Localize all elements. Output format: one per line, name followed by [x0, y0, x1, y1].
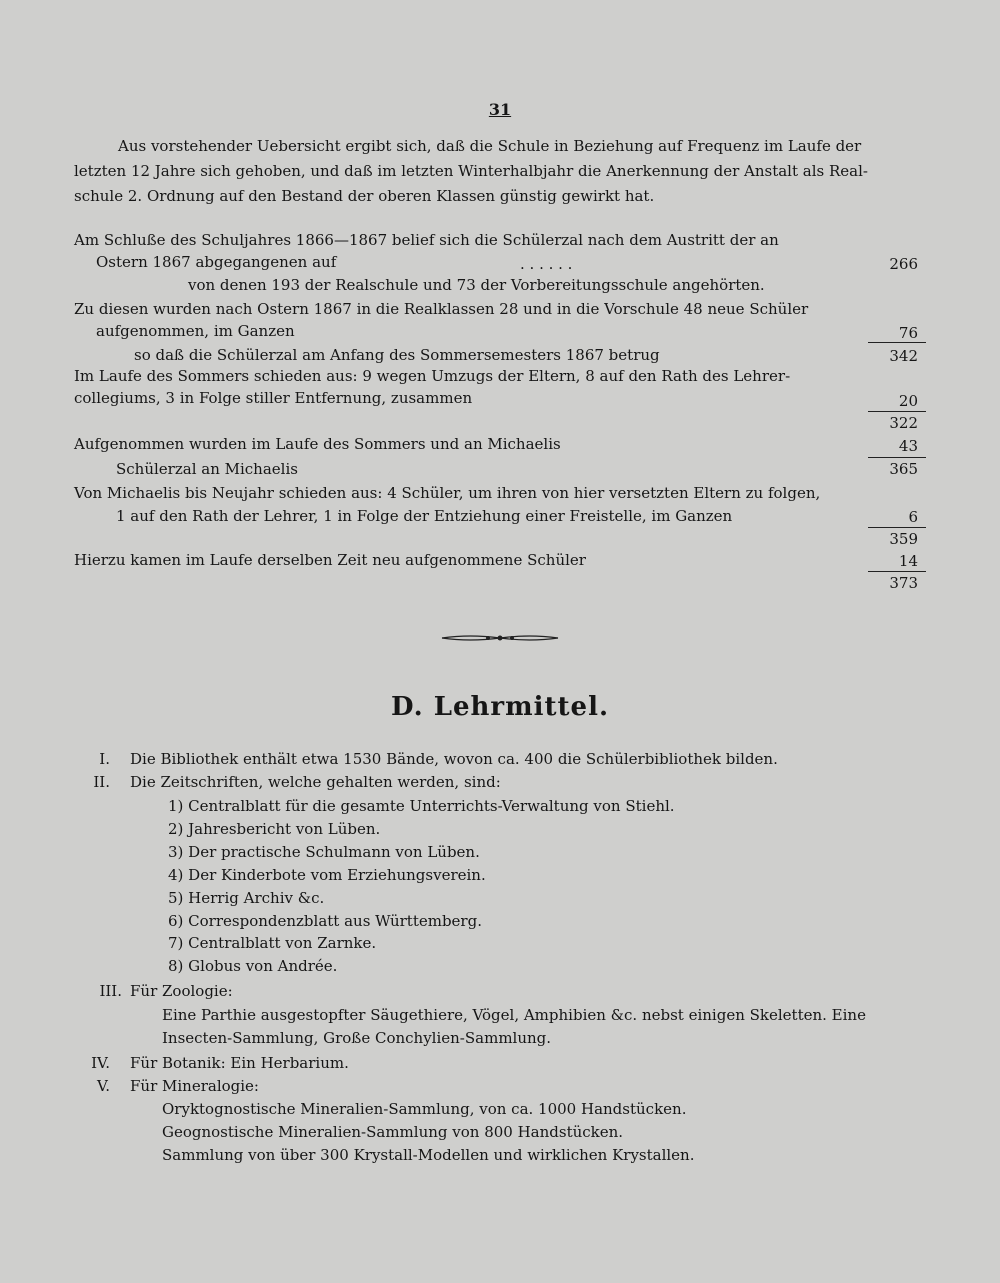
- sum-rule: [868, 457, 926, 458]
- stat-3-value: 342: [889, 347, 918, 365]
- intro-line-3: schule 2. Ordnung auf den Bestand der oberen Klassen günstig gewirkt hat.: [74, 187, 655, 205]
- ornament-divider: [440, 630, 560, 646]
- sum-rule: [868, 342, 926, 343]
- stat-7-value: 6: [908, 508, 918, 526]
- stat-7-total: 359: [889, 530, 918, 548]
- journal-item: 2) Jahresbericht von Lüben.: [168, 820, 381, 838]
- mineralogy-line-1: Oryktognostische Mineralien-Sammlung, von ca. 1000 Handstücken.: [162, 1100, 687, 1118]
- item-library: Die Bibliothek enthält etwa 1530 Bände, wovon ca. 400 die Schülerbibliothek bilden.: [130, 750, 778, 768]
- item-number-4: IV.: [91, 1054, 110, 1072]
- journal-item: 4) Der Kinderbote vom Erziehungsverein.: [168, 866, 486, 884]
- stat-4-total: 322: [889, 414, 918, 432]
- stat-1-line-3: von denen 193 der Realschule und 73 der Vorbereitungsschule angehörten.: [188, 276, 765, 294]
- journal-item: 8) Globus von Andrée.: [168, 957, 338, 975]
- item-number-2: II.: [93, 773, 110, 791]
- stat-3-line-1: so daß die Schülerzal am Anfang des Sommersemesters 1867 betrug: [134, 346, 660, 364]
- stat-2-line-2: aufgenommen, im Ganzen: [96, 322, 295, 340]
- item-number-5: V.: [97, 1077, 110, 1095]
- stat-4-value: 20: [898, 392, 918, 410]
- item-mineralogy-heading: Für Mineralogie:: [130, 1077, 259, 1095]
- journal-item: 5) Herrig Archiv &c.: [168, 889, 325, 907]
- page-number: 31: [488, 100, 512, 119]
- stat-1-dots: . . . . . .: [520, 255, 573, 273]
- stat-2-line-1: Zu diesen wurden nach Ostern 1867 in die Realklassen 28 und in die Vorschule 48 neue Schüler: [74, 300, 809, 318]
- stat-4-line-1: Im Laufe des Sommers schieden aus: 9 wegen Umzugs der Eltern, 8 auf den Rath des Lehrer-: [74, 367, 791, 385]
- journal-item: 7) Centralblatt von Zarnke.: [168, 934, 377, 952]
- journal-item: 1) Centralblatt für die gesamte Unterrichts-Verwaltung von Stiehl.: [168, 797, 675, 815]
- intro-line-1: Aus vorstehender Uebersicht ergibt sich, daß die Schule in Beziehung auf Frequenz im Laufe der: [118, 137, 862, 155]
- section-heading: D. Lehrmittel.: [390, 692, 610, 722]
- stat-4-line-2: collegiums, 3 in Folge stiller Entfernung, zusammen: [74, 389, 473, 407]
- stat-1-value: 266: [889, 255, 918, 273]
- stat-5-value: 43: [898, 437, 918, 455]
- sum-rule: [868, 527, 926, 528]
- intro-line-2: letzten 12 Jahre sich gehoben, und daß im letzten Winterhalbjahr die Anerkennung der Anstalt als Real-: [74, 162, 868, 180]
- zoology-line-1: Eine Parthie ausgestopfter Säugethiere, Vögel, Amphibien &c. nebst einigen Skeletten. Eine: [162, 1006, 866, 1024]
- stat-8-value: 14: [898, 552, 918, 570]
- stat-2-value: 76: [898, 324, 918, 342]
- stat-6-line-1: Schülerzal an Michaelis: [116, 460, 298, 478]
- journal-item: 3) Der practische Schulmann von Lüben.: [168, 843, 480, 861]
- stat-8-total: 373: [889, 574, 918, 592]
- item-journals-intro: Die Zeitschriften, welche gehalten werden, sind:: [130, 773, 501, 791]
- mineralogy-line-3: Sammlung von über 300 Krystall-Modellen und wirklichen Krystallen.: [162, 1146, 695, 1164]
- sum-rule: [868, 411, 926, 412]
- stat-1-line-2: Ostern 1867 abgegangenen auf: [96, 253, 337, 271]
- stat-7-line-2: 1 auf den Rath der Lehrer, 1 in Folge der Entziehung einer Freistelle, im Ganzen: [116, 507, 733, 525]
- stat-8-line-1: Hierzu kamen im Laufe derselben Zeit neu aufgenommene Schüler: [74, 551, 586, 569]
- journal-item: 6) Correspondenzblatt aus Württemberg.: [168, 912, 482, 930]
- stat-6-value: 365: [889, 460, 918, 478]
- sum-rule: [868, 571, 926, 572]
- item-number-1: I.: [99, 750, 110, 768]
- item-number-3: III.: [99, 982, 122, 1000]
- item-botany: Für Botanik: Ein Herbarium.: [130, 1054, 349, 1072]
- item-zoology-heading: Für Zoologie:: [130, 982, 233, 1000]
- zoology-line-2: Insecten-Sammlung, Große Conchylien-Sammlung.: [162, 1029, 552, 1047]
- mineralogy-line-2: Geognostische Mineralien-Sammlung von 800 Handstücken.: [162, 1123, 624, 1141]
- stat-7-line-1: Von Michaelis bis Neujahr schieden aus: 4 Schüler, um ihren von hier versetzten Eltern zu folgen,: [74, 484, 821, 502]
- stat-5-line-1: Aufgenommen wurden im Laufe des Sommers und an Michaelis: [74, 435, 561, 453]
- stat-1-line-1: Am Schluße des Schuljahres 1866—1867 belief sich die Schülerzal nach dem Austritt der an: [74, 231, 779, 249]
